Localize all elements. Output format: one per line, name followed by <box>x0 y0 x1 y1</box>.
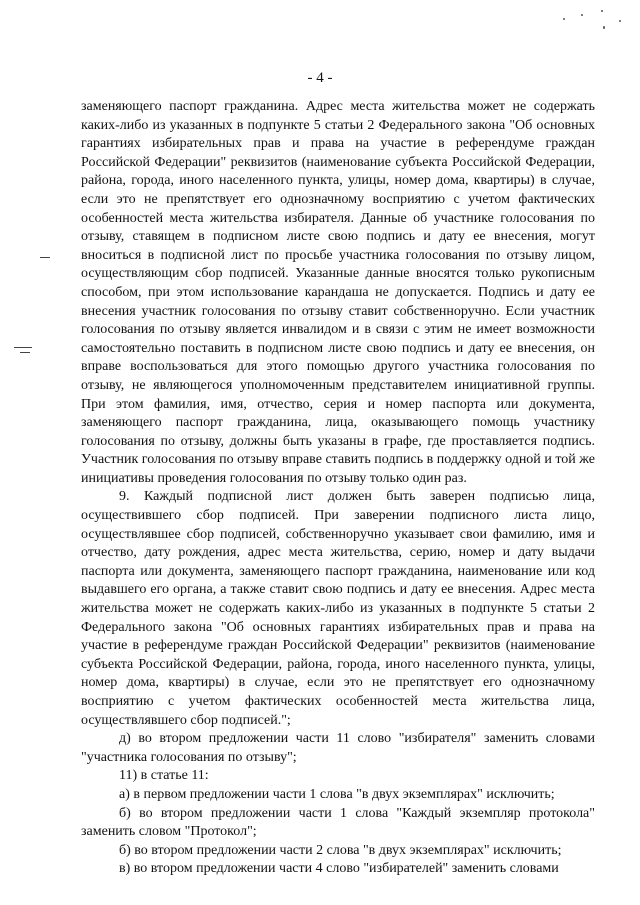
paragraph-item-9: 9. Каждый подписной лист должен быть заверен подписью лица, осуществившего сбор подписей. При заверении подписного листа лицо, осуществлявшее сбор подписей, собственноручно указывает свои фамилию, имя и отчество, дату рождения, адрес места жительства, серию, номер и дату выдачи паспорта или документа, заменяющего паспорт гражданина, наименование или код выдавшего его органа, а также ставит свою подпись и дату ее внесения. Адрес места жительства может не содержать каких-либо из указанных в подпункте 5 статьи 2 Федерального закона "Об основных гарантиях избирательных прав и права на участие в референдуме граждан Российской Федерации" реквизитов (наименование субъекта Российской Федерации, района, города, иного населенного пункта, улицы, номер дома, квартиры) в случае, если это не препятствует его однозначному восприятию с учетом фактических особенностей места жительства лица, осуществлявшего сбор подписей."; <box>81 489 595 728</box>
document-body <box>81 98 595 879</box>
paragraph-continuation: заменяющего паспорт гражданина. Адрес места жительства может не содержать каких-либо из указанных в подпункте 5 статьи 2 Федерального закона "Об основных гарантиях избирательных прав и права на участие в референдуме граждан Российской Федерации" реквизитов (наименование субъекта Российской Федерации, района, города, иного населенного пункта, улицы, номер дома, квартиры) в случае, если это не препятствует его однозначному восприятию с учетом фактических особенностей места жительства избирателя. Данные об участнике голосования по отзыву, ставящем в подписном листе свою подпись и дату ее внесения, могут вноситься в подписной лист по просьбе участника голосования по отзыву лицом, осуществляющим сбор подписей. Указанные данные вносятся только рукописным способом, при этом использование карандаша не допускается. Подпись и дату ее внесения участник голосования по отзыву ставит собственноручно. Если участник голосования по отзыву является инвалидом и в связи с этим не имеет возможности самостоятельно поставить в подписном листе свою подпись и дату ее внесения, он вправе воспользоваться для этого помощью другого участника голосования по отзыву, не являющегося уполномоченным представителем инициативной группы. При этом фамилия, имя, отчество, серия и номер паспорта или документа, заменяющего паспорт гражданина, лица, оказывающего помощь участнику голосования по отзыву, должны быть указаны в графе, где проставляется подпись. Участник голосования по отзыву вправе ставить подпись в поддержку одной и той же инициативы проведения голосования по отзыву только один раз. <box>81 99 595 486</box>
paragraph-item-11: 11) в статье 11: <box>119 768 209 784</box>
paragraph-item-a: а) в первом предложении части 1 слова "в двух экземплярах" исключить; <box>119 786 555 802</box>
margin-mark <box>14 347 32 348</box>
paragraph-item-b2: б) во втором предложении части 2 слова "в двух экземплярах" исключить; <box>119 842 562 858</box>
scan-dot <box>603 26 605 29</box>
scan-dot <box>619 20 621 22</box>
paragraph-item-b1: б) во втором предложении части 1 слова "Каждый экземпляр протокола" заменить словом "Протокол"; <box>81 805 595 840</box>
paragraph-item-d: д) во втором предложении части 11 слово "избирателя" заменить словами "участника голосования по отзыву"; <box>81 731 595 765</box>
scan-dot <box>563 18 565 20</box>
scan-dot <box>581 14 583 16</box>
margin-mark <box>20 352 30 353</box>
scan-dot <box>601 10 603 12</box>
paragraph-item-v: в) во втором предложении части 4 слово "избирателей" заменить словами <box>119 861 559 877</box>
margin-mark <box>40 257 50 258</box>
page-number: - 4 - <box>307 70 333 86</box>
